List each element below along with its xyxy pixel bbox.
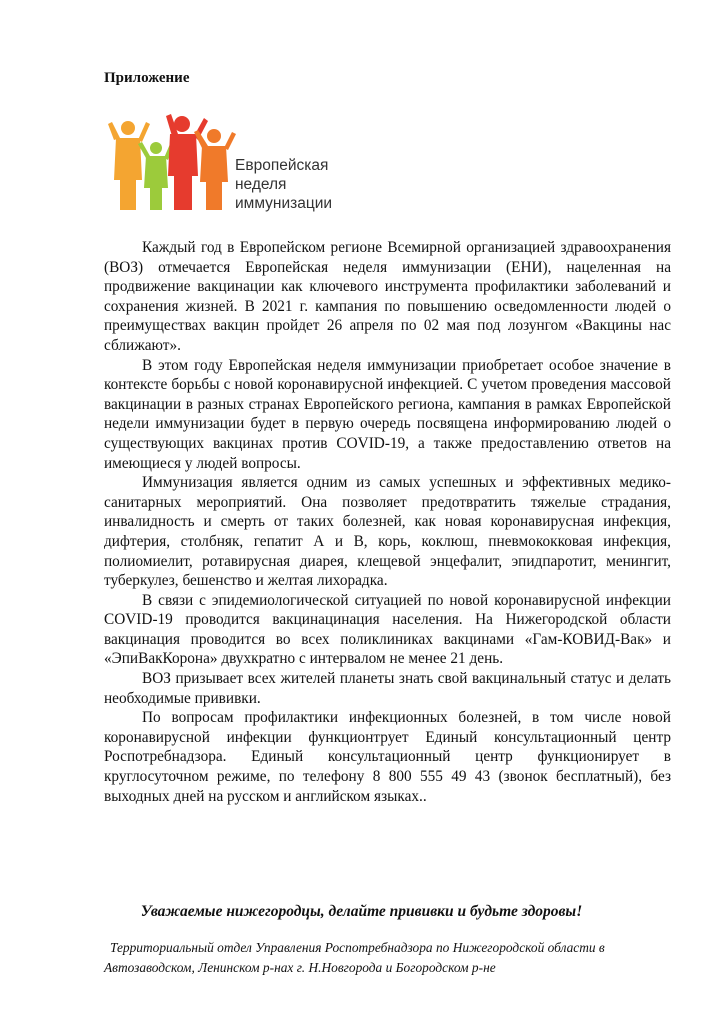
logo-line-1: Европейская: [235, 157, 329, 174]
logo-line-3: иммунизации: [235, 195, 333, 212]
paragraph-immunization-benefits: Иммунизация является одним из самых успешных и эффективных медико-санитарных мероприятий. Она позволяет предотвратить тяжелые страдания, инвалидность и смерть от таких болезней, как новая коронавирусная инфекция, дифтерия, столбняк, гепатит А и В, корь, коклюш, пневмококковая инфекция, полиомиелит, ротавирусная диарея, клещевой энцефалит, эпидпаротит, менингит, туберкулез, бешенство и желтая лихорадка.: [104, 474, 671, 590]
footer-text: Территориальный отдел Управления Роспотребнадзора по Нижегородской области в Автозаводском, Ленинском р-нах г. Н.Новгорода и Богородском р-не: [104, 940, 605, 975]
document-body: [104, 238, 671, 806]
logo-caption: [235, 156, 332, 213]
footer-signature: [104, 938, 664, 978]
paragraph-intro: Каждый год в Европейском регионе Всемирной организацией здравоохранения (ВОЗ) отмечается Европейская неделя иммунизации (ЕНИ), нацеленная на продвижение вакцинации как ключевого инструмента профилактики заболеваний и сохранения жизней. В 2021 г. кампания по повышению осведомленности людей о преимуществах вакцин пройдет 26 апреля по 02 мая под лозунгом «Вакцины нас сближают».: [104, 239, 671, 354]
slogan: Уважаемые нижегородцы, делайте прививки и будьте здоровы!: [140, 903, 583, 920]
logo-line-2: неделя: [235, 176, 287, 193]
paragraph-vaccination-region: В связи с эпидемиологической ситуацией по новой коронавирусной инфекции COVID-19 проводится вакцинацинация населения. На Нижегородской области вакцинация проводится во всех поликлиниках вакцинами «Гам-КОВИД-Вак» и «ЭпиВакКорона» двухкратно с интервалом не менее 21 день.: [104, 591, 671, 668]
children-figures-icon: [108, 114, 236, 210]
paragraph-hotline: По вопросам профилактики инфекционных болезней, в том числе новой коронавирусной инфекции функционтрует Единый консультационный центр Роспотребнадзора. Единый консультационный центр функционирует в круглосуточном режиме, по телефону 8 800 555 49 43 (звонок бесплатный), без выходных дней на русском и английском языках..: [104, 709, 671, 805]
appendix-heading: Приложение: [104, 70, 190, 86]
paragraph-covid-context: В этом году Европейская неделя иммунизации приобретает особое значение в контексте борьбы с новой коронавирусной инфекцией. С учетом проведения массовой вакцинации в разных странах Европейского региона, кампания в рамках Европейской недели иммунизации будет в первую очередь посвящена информированию людей о существующих вакцинах против COVID-19, а также предоставлению ответов на имеющиеся у людей вопросы.: [104, 356, 671, 472]
paragraph-who-call: ВОЗ призывает всех жителей планеты знать свой вакцинальный статус и делать необходимые прививки.: [104, 670, 671, 707]
